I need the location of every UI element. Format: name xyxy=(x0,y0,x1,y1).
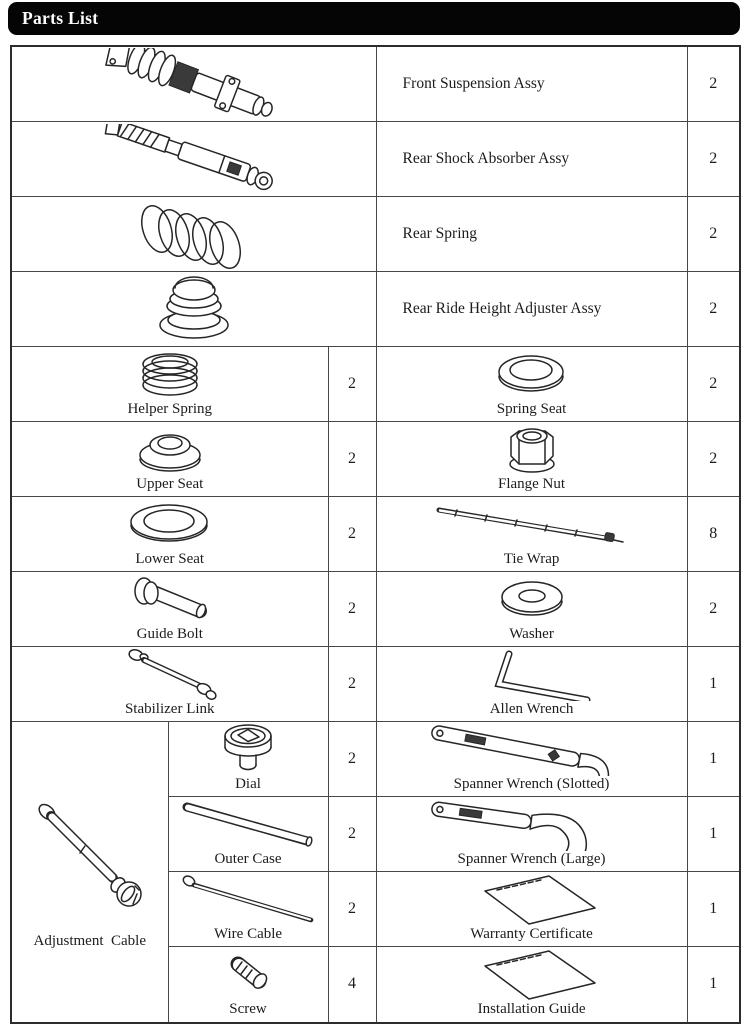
qty-value: 1 xyxy=(687,796,740,871)
front-suspension-assy-cell xyxy=(11,46,376,121)
rear-ride-height-adjuster-assy-cell xyxy=(11,271,376,346)
part-description: Rear Ride Height Adjuster Assy xyxy=(376,271,687,346)
part-label: Outer Case xyxy=(214,850,282,867)
helper-spring-cell xyxy=(11,346,328,421)
part-description: Front Suspension Assy xyxy=(376,46,687,121)
spanner-wrench-slotted-cell xyxy=(376,721,687,796)
qty-value: 2 xyxy=(687,196,740,271)
helper-spring-image xyxy=(12,347,328,401)
qty-value: 1 xyxy=(687,646,740,721)
part-label: Spanner Wrench (Slotted) xyxy=(453,775,610,792)
washer-icon xyxy=(487,575,577,623)
qty-value: 4 xyxy=(328,947,376,1023)
table-row xyxy=(11,196,740,271)
stabilizer-link-icon xyxy=(100,647,240,701)
part-label: Wire Cable xyxy=(213,926,283,943)
adjustment-cable-cell xyxy=(11,721,168,1023)
part-label: Dial xyxy=(235,775,261,792)
rear-spring-icon xyxy=(119,199,269,269)
rear-ride-height-adjuster-assy-icon xyxy=(134,274,254,344)
dial-icon xyxy=(212,723,284,775)
parts-table xyxy=(10,45,741,1024)
qty-value: 2 xyxy=(687,271,740,346)
wire-cable-icon xyxy=(173,872,323,926)
dial-image xyxy=(169,722,328,776)
wire-cable-cell xyxy=(168,871,328,946)
tie-wrap-cell xyxy=(376,496,687,571)
part-label: Stabilizer Link xyxy=(124,700,215,717)
part-label: Installation Guide xyxy=(477,1001,586,1018)
allen-wrench-icon xyxy=(457,647,607,701)
spring-seat-icon xyxy=(484,350,579,398)
qty-value: 2 xyxy=(328,421,376,496)
outer-case-icon xyxy=(173,798,323,850)
qty-value: 2 xyxy=(687,571,740,646)
part-description: Rear Shock Absorber Assy xyxy=(376,121,687,196)
flange-nut-icon xyxy=(494,423,570,475)
table-row xyxy=(11,421,740,496)
screw-image xyxy=(169,947,328,1001)
part-label: Allen Wrench xyxy=(489,700,574,717)
helper-spring-icon xyxy=(125,349,215,399)
warranty-certificate-image xyxy=(377,872,687,926)
qty-value: 2 xyxy=(328,721,376,796)
screw-cell xyxy=(168,947,328,1023)
page-title: Parts List xyxy=(22,8,99,28)
spanner-wrench-large-icon xyxy=(424,797,639,851)
warranty-certificate-cell xyxy=(376,871,687,946)
lower-seat-image xyxy=(12,497,328,551)
upper-seat-icon xyxy=(125,424,215,474)
part-label: Tie Wrap xyxy=(503,550,560,567)
spanner-wrench-slotted-icon xyxy=(424,722,639,776)
part-label: Spring Seat xyxy=(496,400,567,417)
upper-seat-image xyxy=(12,422,328,476)
washer-image xyxy=(377,572,687,626)
table-row xyxy=(11,721,740,796)
front-suspension-assy-icon xyxy=(79,48,309,120)
outer-case-image xyxy=(169,797,328,851)
allen-wrench-cell xyxy=(376,646,687,721)
installation-guide-icon xyxy=(449,947,614,1001)
spanner-wrench-large-image xyxy=(377,797,687,851)
warranty-certificate-icon xyxy=(449,872,614,926)
qty-value: 8 xyxy=(687,496,740,571)
flange-nut-image xyxy=(377,422,687,476)
flange-nut-cell xyxy=(376,421,687,496)
table-row xyxy=(11,46,740,121)
qty-value: 2 xyxy=(328,496,376,571)
part-label: Spanner Wrench (Large) xyxy=(457,850,606,867)
part-description: Rear Spring xyxy=(376,196,687,271)
guide-bolt-icon xyxy=(120,573,220,625)
spanner-wrench-slotted-image xyxy=(377,722,687,776)
part-label: Screw xyxy=(229,1001,267,1018)
part-label: Upper Seat xyxy=(136,475,204,492)
qty-value: 2 xyxy=(687,421,740,496)
spring-seat-cell xyxy=(376,346,687,421)
part-label: Washer xyxy=(509,625,554,642)
part-label: Helper Spring xyxy=(127,400,213,417)
spanner-wrench-large-cell xyxy=(376,796,687,871)
rear-shock-absorber-assy-icon xyxy=(79,124,309,194)
lower-seat-icon xyxy=(117,500,222,548)
part-label: Flange Nut xyxy=(497,475,566,492)
installation-guide-cell xyxy=(376,947,687,1023)
qty-value: 2 xyxy=(687,121,740,196)
dial-cell xyxy=(168,721,328,796)
table-row xyxy=(11,496,740,571)
part-label: Guide Bolt xyxy=(136,625,203,642)
qty-value: 2 xyxy=(328,646,376,721)
stabilizer-link-image xyxy=(12,647,328,701)
spring-seat-image xyxy=(377,347,687,401)
guide-bolt-cell xyxy=(11,571,328,646)
allen-wrench-image xyxy=(377,647,687,701)
installation-guide-image xyxy=(377,947,687,1001)
qty-value: 2 xyxy=(328,796,376,871)
table-row xyxy=(11,571,740,646)
rear-shock-absorber-assy-cell xyxy=(11,121,376,196)
qty-value: 2 xyxy=(687,346,740,421)
lower-seat-cell xyxy=(11,496,328,571)
page-title-bar xyxy=(8,2,740,35)
outer-case-cell xyxy=(168,796,328,871)
table-row xyxy=(11,346,740,421)
table-row xyxy=(11,121,740,196)
adjustment-cable-image xyxy=(25,794,155,929)
part-label: Lower Seat xyxy=(135,550,205,567)
qty-value: 2 xyxy=(328,571,376,646)
tie-wrap-image xyxy=(377,497,687,551)
guide-bolt-image xyxy=(12,572,328,626)
qty-value: 1 xyxy=(687,721,740,796)
qty-value: 1 xyxy=(687,871,740,946)
qty-value: 2 xyxy=(328,871,376,946)
stabilizer-link-cell xyxy=(11,646,328,721)
wire-cable-image xyxy=(169,872,328,926)
part-label: Warranty Certificate xyxy=(470,926,593,943)
screw-icon xyxy=(216,950,280,998)
adjustment-cable-icon xyxy=(25,794,155,924)
qty-value: 1 xyxy=(687,947,740,1023)
group-label: Adjustment Cable xyxy=(33,932,146,949)
rear-spring-cell xyxy=(11,196,376,271)
qty-value: 2 xyxy=(328,346,376,421)
table-row xyxy=(11,271,740,346)
table-row xyxy=(11,646,740,721)
upper-seat-cell xyxy=(11,421,328,496)
qty-value: 2 xyxy=(687,46,740,121)
washer-cell xyxy=(376,571,687,646)
tie-wrap-icon xyxy=(427,500,637,548)
